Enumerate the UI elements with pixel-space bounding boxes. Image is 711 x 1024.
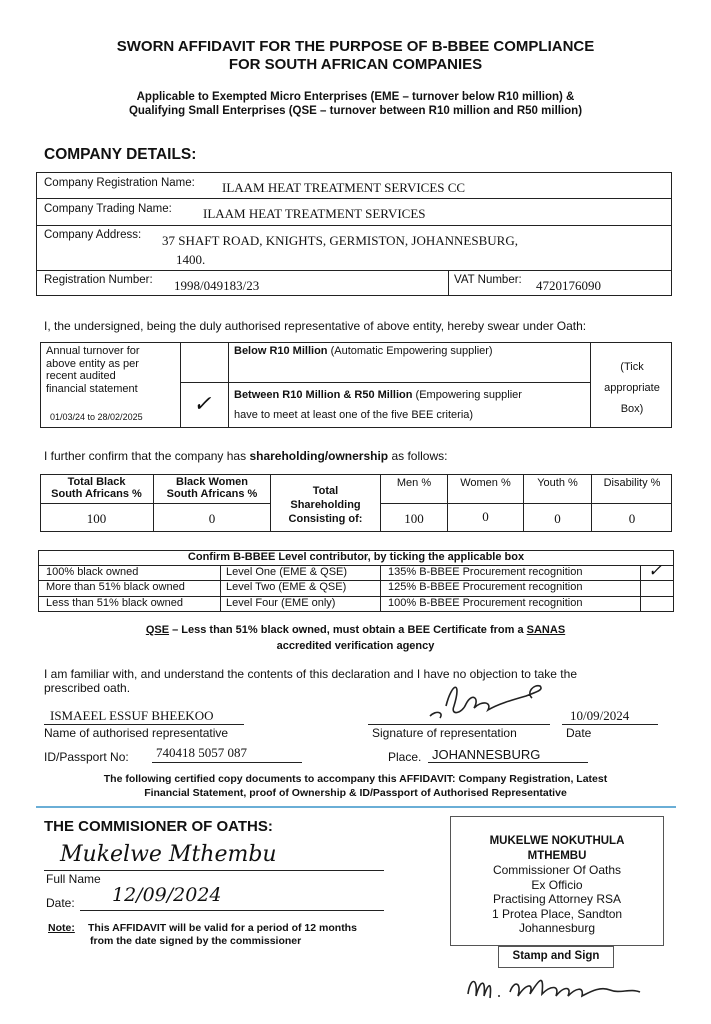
qse-note: QSE – Less than 51% black owned, must obtain a BEE Certificate from a SANAS [145,624,566,636]
address-line-2: 1400. [176,252,206,267]
commissioner-date-value: 12/09/2024 [112,884,222,906]
subtitle-line-1: Applicable to Exempted Micro Enterprises (EME – turnover below R10 million) & [136,91,575,103]
rep-name-label: Name of authorised representative [44,726,229,740]
rep-date-label: Date [566,726,592,740]
commissioner-signature [460,964,670,1012]
address-line-1: 37 SHAFT ROAD, KNIGHTS, GERMISTON, JOHANNESBURG, [162,233,518,248]
option-r10m-r50m-line2: have to meet at least one of the five BEE criteria) [234,409,474,421]
level-row-2-level: Level Two (EME & QSE) [226,581,347,593]
val-disability: 0 [628,511,636,526]
note-line2: from the date signed by the commissioner [90,935,302,947]
turnover-period: 01/03/24 to 28/02/2025 [50,412,143,422]
signature-label: Signature of representation [372,726,517,740]
col-total-black: Total Black South Africans % [51,476,142,500]
title-line-2: FOR SOUTH AFRICAN COMPANIES [228,56,483,73]
rep-name-value: ISMAEEL ESSUF BHEEKOO [50,708,214,723]
oath-statement: I, the undersigned, being the duly authorised representative of above entity, hereby swear under Oath: [44,319,587,333]
level-header: Confirm B-BBEE Level contributor, by ticking the applicable box [187,551,525,563]
level-row-1-recognition: 135% B-BBEE Procurement recognition [388,566,583,578]
col-disability: Disability % [603,477,661,489]
documents-note-line2: Financial Statement, proof of Ownership & ID/Passport of Authorised Representative [144,787,567,799]
option-r10m-r50m: Between R10 Million & R50 Million (Empowering supplier [234,389,522,401]
stamp-text: MUKELWE NOKUTHULA MTHEMBU Commissioner Of Oaths Ex Officio Practising Attorney RSA 1 Protea Place, Sandton Johannesburg [489,835,625,935]
level-row-3-level: Level Four (EME only) [226,597,336,609]
qse-note-line2: accredited verification agency [276,640,435,652]
level-row-3-ownership: Less than 51% black owned [46,597,183,609]
representative-signature [422,676,552,724]
reg-number-label: Registration Number: [44,274,153,286]
val-youth: 0 [554,511,561,526]
commissioner-full-name-value: Mukelwe Mthembu [60,842,277,867]
title-line-1: SWORN AFFIDAVIT FOR THE PURPOSE OF B-BBEE COMPLIANCE [116,38,595,55]
option-below-r10m: Below R10 Million (Automatic Empowering supplier) [234,345,493,357]
full-name-label: Full Name [46,872,101,886]
note-label: Note: [48,922,75,934]
address-label: Company Address: [44,229,142,241]
declaration-line1: I am familiar with, and understand the contents of this declaration and I have no objection to take the [44,667,577,681]
val-total-black: 100 [86,511,107,526]
val-men: 100 [404,511,424,526]
ownership-intro: I further confirm that the company has shareholding/ownership as follows: [44,449,448,463]
reg-number-value: 1998/049183/23 [174,278,260,293]
level-row-2-recognition: 125% B-BBEE Procurement recognition [388,581,583,593]
id-label: ID/Passport No: [44,750,129,764]
stamp-label: Stamp and Sign [512,950,600,962]
level-row-3-recognition: 100% B-BBEE Procurement recognition [388,597,583,609]
col-youth: Youth % [537,477,578,489]
col-total-shareholding: Total Shareholding Consisting of: [288,485,363,525]
place-value: JOHANNESBURG [432,747,541,762]
level-row-2-ownership: More than 51% black owned [46,581,185,593]
rep-date-value: 10/09/2024 [570,708,630,723]
id-value: 740418 5057 087 [156,745,247,760]
place-label: Place. [388,750,422,764]
section-divider [36,806,676,808]
reg-name-value: ILAAM HEAT TREATMENT SERVICES CC [222,180,466,195]
level-row-1-ownership: 100% black owned [46,566,139,578]
tick-instruction: (Tick appropriate Box) [604,361,660,415]
subtitle-line-2: Qualifying Small Enterprises (QSE – turnover between R10 million and R50 million) [128,105,583,117]
turnover-label: Annual turnover for above entity as per recent audited financial statement [46,345,140,395]
vat-label: VAT Number: [454,274,522,286]
col-black-women: Black Women South Africans % [166,476,258,500]
documents-note-line1: The following certified copy documents to accompany this AFFIDAVIT: Company Registration, Latest [103,773,608,785]
commissioner-date-label: Date: [46,896,75,910]
col-men: Men % [396,477,432,489]
trading-name-value: ILAAM HEAT TREATMENT SERVICES [203,206,426,221]
commissioner-heading: THE COMMISIONER OF OATHS: [44,818,273,835]
level-tick-mark: ✓ [648,561,663,581]
note-line1: This AFFIDAVIT will be valid for a period of 12 months [88,922,357,934]
vat-value: 4720176090 [536,278,601,293]
trading-name-label: Company Trading Name: [44,203,172,215]
turnover-tick-mark: ✓ [193,392,212,417]
val-women: 0 [482,509,489,524]
level-row-1-level: Level One (EME & QSE) [226,566,348,578]
declaration-line2: prescribed oath. [44,681,131,695]
col-women: Women % [460,477,511,489]
reg-name-label: Company Registration Name: [44,177,195,189]
company-details-heading: COMPANY DETAILS: [44,146,197,163]
val-black-women: 0 [208,511,216,526]
